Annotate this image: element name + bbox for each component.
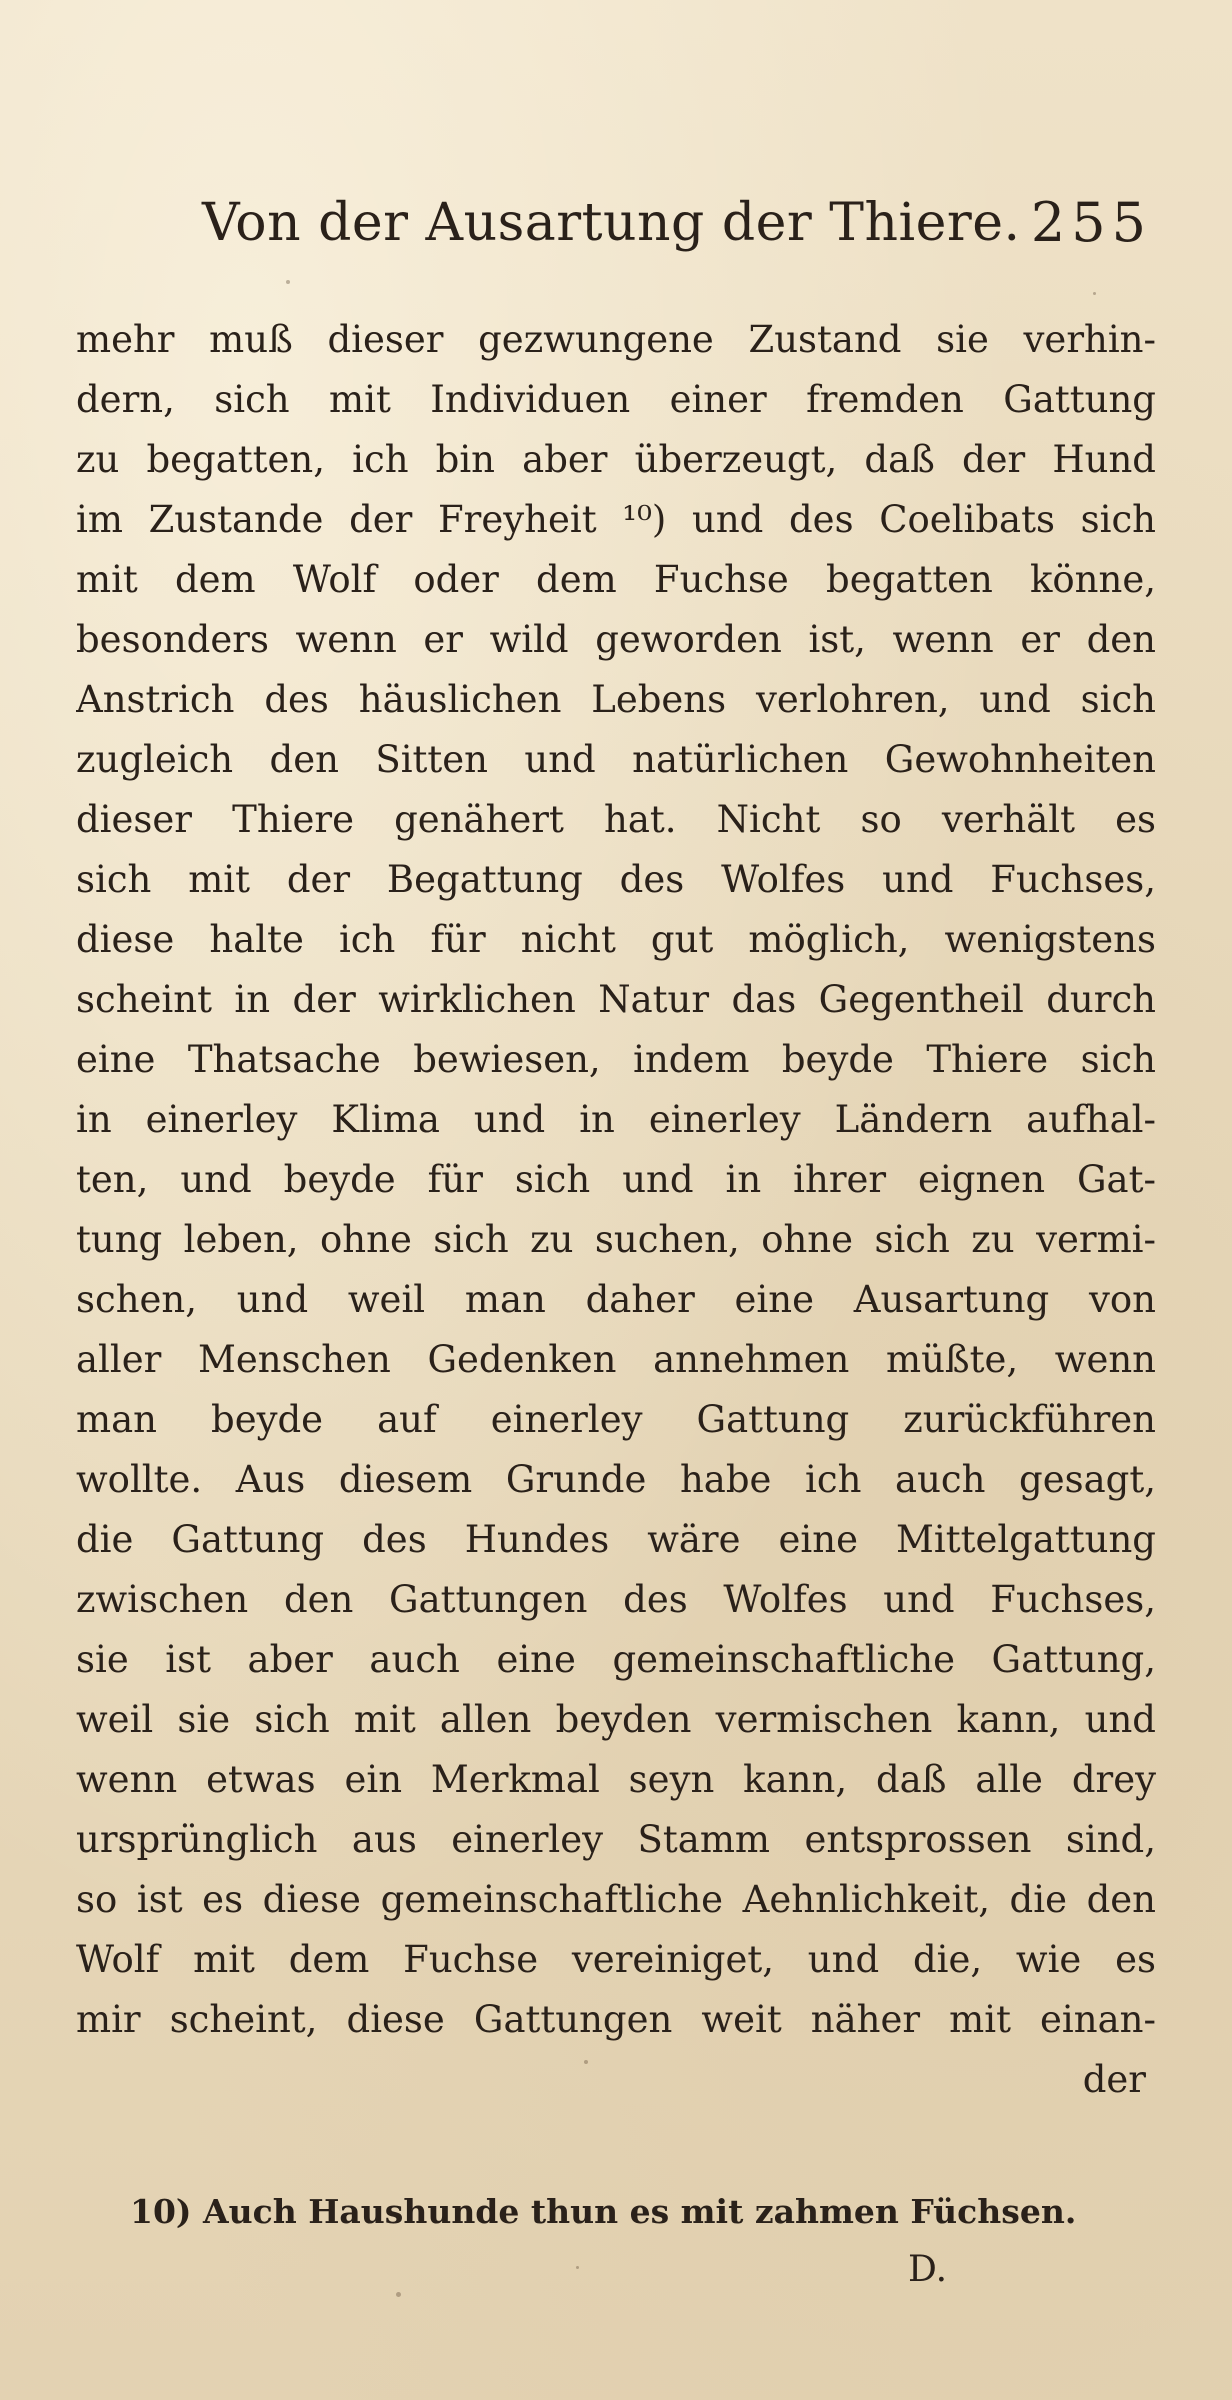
paper-speck xyxy=(576,2266,579,2269)
running-head-title: Von der Ausartung der Thiere. xyxy=(202,193,1021,253)
text-line: diese halte ich für nicht gut möglich, wenigstens xyxy=(76,918,1156,961)
text-line: aller Menschen Gedenken annehmen müßte, wenn xyxy=(76,1338,1156,1381)
text-line: scheint in der wirklichen Natur das Gegentheil durch xyxy=(76,978,1156,1021)
paper-speck xyxy=(396,2292,401,2297)
text-line: zugleich den Sitten und natürlichen Gewohnheiten xyxy=(76,738,1156,781)
text-line: besonders wenn er wild geworden ist, wenn er den xyxy=(76,618,1156,661)
text-line: im Zustande der Freyheit ¹⁰) und des Coelibats sich xyxy=(76,498,1156,541)
text-line: weil sie sich mit allen beyden vermischen kann, und xyxy=(76,1698,1156,1741)
text-line: wenn etwas ein Merkmal seyn kann, daß alle drey xyxy=(76,1758,1156,1801)
paper-speck xyxy=(1093,292,1096,295)
text-line: die Gattung des Hundes wäre eine Mittelgattung xyxy=(76,1518,1156,1561)
text-line: Wolf mit dem Fuchse vereiniget, und die, wie es xyxy=(76,1938,1156,1981)
footnote-signature: D. xyxy=(908,2249,948,2290)
catchword: der xyxy=(1082,2058,1146,2101)
text-line: mehr muß dieser gezwungene Zustand sie verhin- xyxy=(76,318,1156,361)
text-line: mir scheint, diese Gattungen weit näher mit einan- xyxy=(76,1998,1156,2041)
text-line: eine Thatsache bewiesen, indem beyde Thiere sich xyxy=(76,1038,1156,1081)
body-text xyxy=(76,310,1156,2110)
text-line: man beyde auf einerley Gattung zurückführen xyxy=(76,1398,1156,1441)
text-line: ten, und beyde für sich und in ihrer eignen Gat- xyxy=(76,1158,1156,1201)
running-head xyxy=(202,178,1152,268)
text-line: zwischen den Gattungen des Wolfes und Fuchses, xyxy=(76,1578,1156,1621)
text-line: mit dem Wolf oder dem Fuchse begatten könne, xyxy=(76,558,1156,601)
text-line: dern, sich mit Individuen einer fremden Gattung xyxy=(76,378,1156,421)
page-number: 255 xyxy=(1030,191,1152,254)
text-line: Anstrich des häuslichen Lebens verlohren, und sich xyxy=(76,678,1156,721)
paper-speck xyxy=(286,280,290,284)
text-line: sich mit der Begattung des Wolfes und Fuchses, xyxy=(76,858,1156,901)
text-line: sie ist aber auch eine gemeinschaftliche Gattung, xyxy=(76,1638,1156,1681)
text-line: wollte. Aus diesem Grunde habe ich auch gesagt, xyxy=(76,1458,1156,1501)
text-line: dieser Thiere genähert hat. Nicht so verhält es xyxy=(76,798,1156,841)
text-line: so ist es diese gemeinschaftliche Aehnlichkeit, die den xyxy=(76,1878,1156,1921)
text-line: ursprünglich aus einerley Stamm entsprossen sind, xyxy=(76,1818,1156,1861)
text-line: zu begatten, ich bin aber überzeugt, daß der Hund xyxy=(76,438,1156,481)
text-line: tung leben, ohne sich zu suchen, ohne sich zu vermi- xyxy=(76,1218,1156,1261)
text-line: in einerley Klima und in einerley Ländern aufhal- xyxy=(76,1098,1156,1141)
paper-speck xyxy=(584,2060,588,2064)
footnote: 10) Auch Haushunde thun es mit zahmen Füchsen. xyxy=(130,2192,1077,2231)
text-line: schen, und weil man daher eine Ausartung von xyxy=(76,1278,1156,1321)
